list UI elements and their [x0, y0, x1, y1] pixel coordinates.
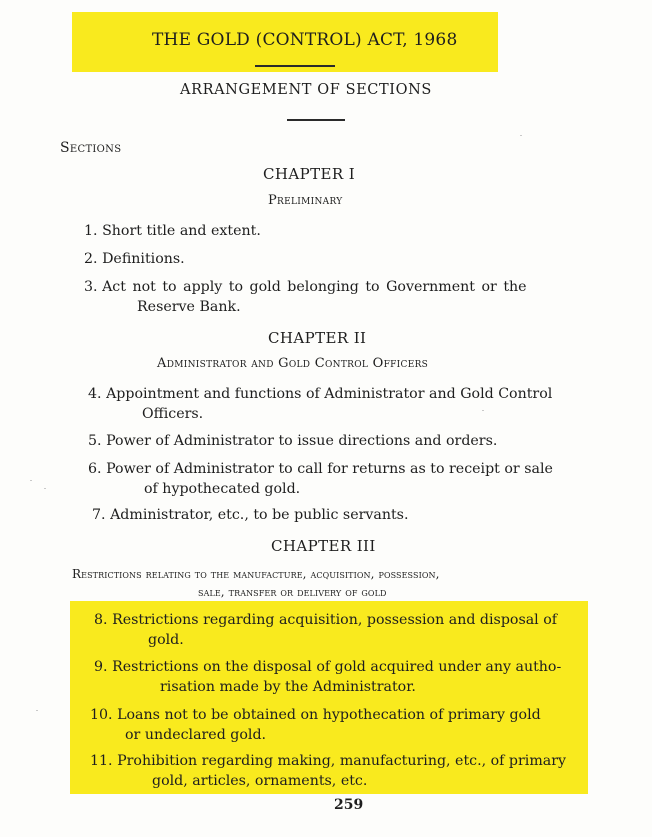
section-text: Restrictions on the disposal of gold acquired under any autho- — [112, 659, 562, 675]
chapter-3-name-line-1: Restrictions relating to the manufacture, acquisition, possession, — [72, 567, 440, 581]
section-number: 3. — [84, 279, 98, 295]
act-title: THE GOLD (CONTROL) ACT, 1968 — [152, 30, 458, 50]
section-number: 5. — [88, 433, 102, 449]
section-text-continued: or undeclared gold. — [125, 727, 267, 743]
section-item — [94, 657, 588, 697]
section-text-continued: risation made by the Administrator. — [160, 679, 416, 695]
section-text: Short title and extent. — [102, 223, 261, 239]
section-number: 6. — [88, 461, 102, 477]
section-item — [84, 277, 584, 317]
chapter-3-name-line-2: sale, transfer or delivery of gold — [198, 585, 387, 599]
section-text: Restrictions regarding acquisition, possession and disposal of — [112, 612, 558, 628]
arrangement-heading: ARRANGEMENT OF SECTIONS — [180, 82, 432, 98]
section-text: Appointment and functions of Administrator and Gold Control — [106, 386, 553, 402]
section-number: 8. — [94, 612, 108, 628]
section-text: Power of Administrator to issue directions and orders. — [106, 433, 498, 449]
section-number: 10. — [90, 707, 113, 723]
scan-speck — [30, 480, 32, 481]
section-number: 11. — [90, 753, 113, 769]
scan-speck — [520, 135, 522, 136]
section-item — [90, 751, 584, 791]
section-text: Act not to apply to gold belonging to Government or the — [102, 279, 527, 295]
scan-speck — [482, 410, 484, 411]
section-number: 1. — [84, 223, 98, 239]
chapter-2-name: Administrator and Gold Control Officers — [157, 356, 429, 371]
sections-label: Sections — [60, 140, 122, 156]
section-text: Administrator, etc., to be public servants. — [110, 507, 409, 523]
chapter-3-number: CHAPTER III — [271, 537, 376, 555]
section-number: 4. — [88, 386, 102, 402]
chapter-2-number: CHAPTER II — [268, 329, 367, 347]
page-number: 259 — [334, 797, 364, 813]
title-rule — [255, 65, 335, 67]
scan-speck — [36, 710, 38, 711]
section-item — [92, 505, 408, 525]
section-text: Definitions. — [102, 251, 185, 267]
section-text: Loans not to be obtained on hypothecation of primary gold — [117, 707, 541, 723]
section-item — [94, 610, 588, 650]
section-item — [84, 221, 261, 241]
section-text-continued: gold. — [148, 632, 184, 648]
section-text-continued: Officers. — [142, 406, 204, 422]
heading-rule — [287, 119, 345, 121]
section-item — [88, 384, 588, 424]
chapter-1-number: CHAPTER I — [263, 165, 356, 183]
section-text-continued: gold, articles, ornaments, etc. — [152, 773, 368, 789]
section-item — [88, 459, 588, 499]
section-number: 7. — [92, 507, 106, 523]
section-item — [88, 431, 497, 451]
scan-speck — [44, 488, 46, 489]
section-text-continued: of hypothecated gold. — [144, 481, 301, 497]
section-text: Prohibition regarding making, manufacturing, etc., of primary — [117, 753, 567, 769]
section-item — [84, 249, 185, 269]
section-number: 9. — [94, 659, 108, 675]
section-number: 2. — [84, 251, 98, 267]
chapter-1-name: Preliminary — [268, 193, 343, 208]
section-text-continued: Reserve Bank. — [137, 299, 241, 315]
section-text: Power of Administrator to call for returns as to receipt or sale — [106, 461, 553, 477]
section-item — [90, 705, 584, 745]
